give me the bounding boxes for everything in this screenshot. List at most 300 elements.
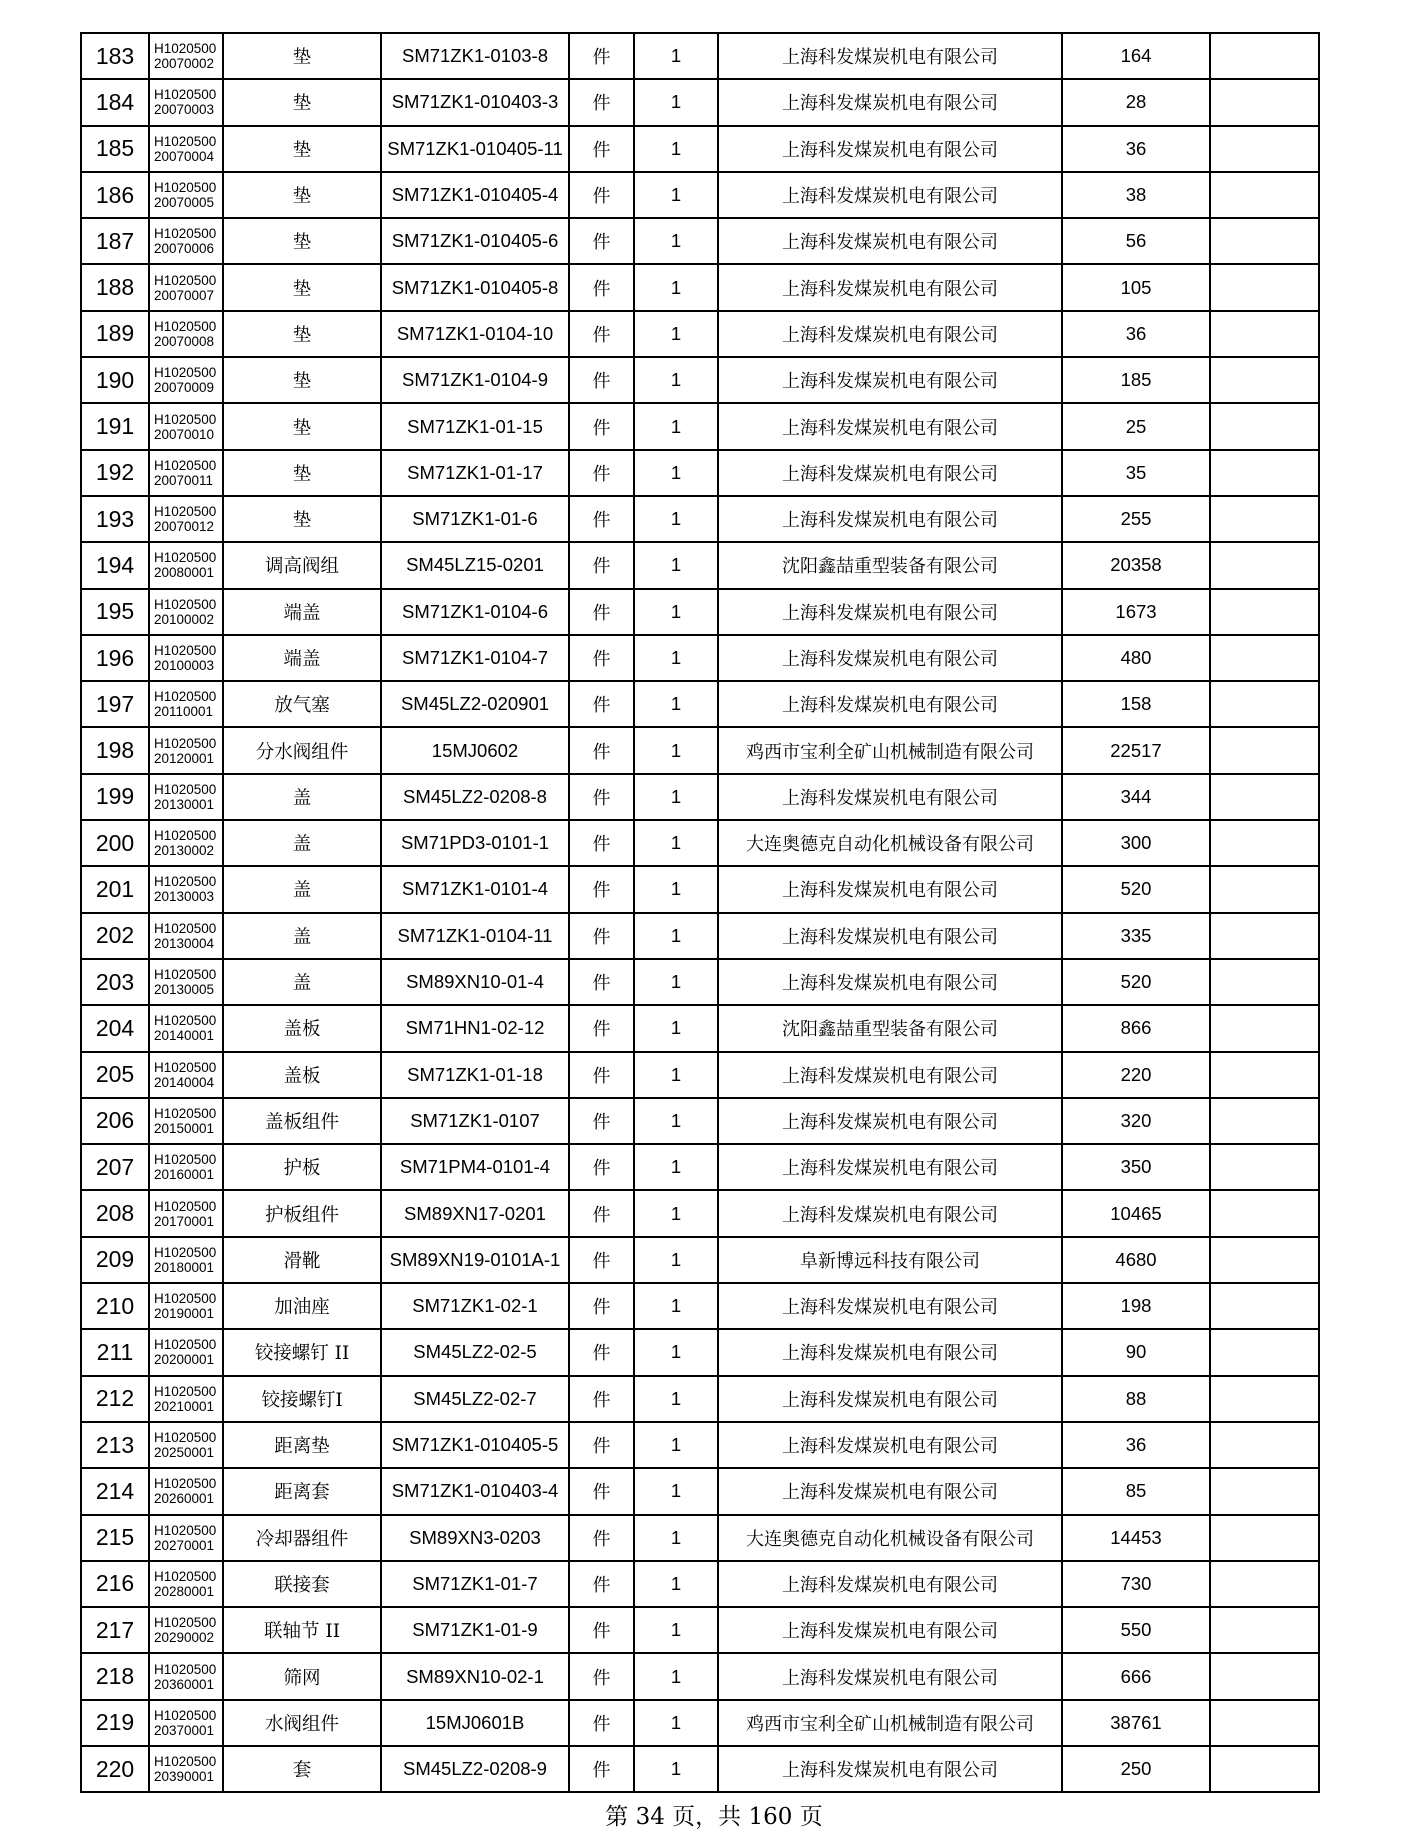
unit-cell: 件 <box>569 1098 634 1144</box>
model-number-cell: 15MJ0601B <box>381 1700 569 1746</box>
material-code-prefix: H1020500 <box>154 365 217 381</box>
material-code-prefix: H1020500 <box>154 411 217 427</box>
table-row <box>81 357 1319 403</box>
row-number-cell: 200 <box>81 820 149 866</box>
remark-cell <box>1210 1283 1319 1329</box>
material-code-prefix: H1020500 <box>154 457 217 473</box>
row-number-cell: 220 <box>81 1746 149 1792</box>
model-number-cell: SM71ZK1-02-1 <box>381 1283 569 1329</box>
remark-cell <box>1210 357 1319 403</box>
table-row <box>81 264 1319 310</box>
material-code-cell <box>149 1700 223 1746</box>
material-code-prefix: H1020500 <box>154 550 217 566</box>
material-code-cell <box>149 311 223 357</box>
table-row <box>81 1422 1319 1468</box>
material-code-suffix: 20280001 <box>154 1583 215 1599</box>
quantity-cell: 1 <box>634 1561 718 1607</box>
unit-price-cell: 480 <box>1062 635 1210 681</box>
table-row <box>81 1237 1319 1283</box>
material-code-suffix: 20190001 <box>154 1306 215 1322</box>
row-number-cell: 197 <box>81 681 149 727</box>
supplier-name-cell: 上海科发煤炭机电有限公司 <box>718 450 1062 496</box>
model-number-cell: SM71ZK1-010405-11 <box>381 126 569 172</box>
supplier-name-cell: 上海科发煤炭机电有限公司 <box>718 774 1062 820</box>
supplier-name-cell: 上海科发煤炭机电有限公司 <box>718 1098 1062 1144</box>
quantity-cell: 1 <box>634 1190 718 1236</box>
table-row <box>81 450 1319 496</box>
material-code-prefix: H1020500 <box>154 1568 217 1584</box>
model-number-cell: SM89XN10-01-4 <box>381 959 569 1005</box>
unit-cell: 件 <box>569 542 634 588</box>
table-row <box>81 1144 1319 1190</box>
material-code-suffix: 20130005 <box>154 982 215 998</box>
material-code-suffix: 20070009 <box>154 380 215 396</box>
unit-price-cell: 14453 <box>1062 1515 1210 1561</box>
unit-price-cell: 320 <box>1062 1098 1210 1144</box>
unit-cell: 件 <box>569 866 634 912</box>
material-code-cell <box>149 126 223 172</box>
supplier-name-cell: 大连奥德克自动化机械设备有限公司 <box>718 820 1062 866</box>
part-name-cell: 端盖 <box>223 635 381 681</box>
part-name-cell: 距离垫 <box>223 1422 381 1468</box>
material-code-suffix: 20120001 <box>154 750 215 766</box>
table-row <box>81 635 1319 681</box>
supplier-name-cell: 上海科发煤炭机电有限公司 <box>718 1607 1062 1653</box>
remark-cell <box>1210 1700 1319 1746</box>
material-code-prefix: H1020500 <box>154 1383 217 1399</box>
supplier-name-cell: 上海科发煤炭机电有限公司 <box>718 1561 1062 1607</box>
remark-cell <box>1210 311 1319 357</box>
table-row <box>81 218 1319 264</box>
model-number-cell: SM45LZ2-02-7 <box>381 1376 569 1422</box>
material-code-prefix: H1020500 <box>154 504 217 520</box>
material-code-cell <box>149 1005 223 1051</box>
part-name-cell: 端盖 <box>223 589 381 635</box>
row-number-cell: 186 <box>81 172 149 218</box>
table-row <box>81 913 1319 959</box>
table-row <box>81 866 1319 912</box>
supplier-name-cell: 沈阳鑫喆重型装备有限公司 <box>718 1005 1062 1051</box>
unit-price-cell: 220 <box>1062 1052 1210 1098</box>
supplier-name-cell: 上海科发煤炭机电有限公司 <box>718 1746 1062 1792</box>
material-code-cell <box>149 450 223 496</box>
table-row <box>81 1283 1319 1329</box>
supplier-name-cell: 上海科发煤炭机电有限公司 <box>718 1052 1062 1098</box>
quantity-cell: 1 <box>634 681 718 727</box>
row-number-cell: 195 <box>81 589 149 635</box>
unit-price-cell: 350 <box>1062 1144 1210 1190</box>
material-code-prefix: H1020500 <box>154 1198 217 1214</box>
unit-price-cell: 10465 <box>1062 1190 1210 1236</box>
material-code-prefix: H1020500 <box>154 1013 217 1029</box>
model-number-cell: SM71ZK1-0107 <box>381 1098 569 1144</box>
supplier-name-cell: 上海科发煤炭机电有限公司 <box>718 79 1062 125</box>
material-code-cell <box>149 774 223 820</box>
material-code-suffix: 20260001 <box>154 1491 215 1507</box>
material-code-prefix: H1020500 <box>154 87 217 103</box>
remark-cell <box>1210 1376 1319 1422</box>
material-code-cell <box>149 1607 223 1653</box>
table-row <box>81 1329 1319 1375</box>
part-name-cell: 滑靴 <box>223 1237 381 1283</box>
quantity-cell: 1 <box>634 1144 718 1190</box>
unit-price-cell: 158 <box>1062 681 1210 727</box>
supplier-name-cell: 上海科发煤炭机电有限公司 <box>718 1653 1062 1699</box>
unit-cell: 件 <box>569 589 634 635</box>
unit-price-cell: 22517 <box>1062 727 1210 773</box>
material-code-suffix: 20180001 <box>154 1259 215 1275</box>
unit-price-cell: 38761 <box>1062 1700 1210 1746</box>
material-code-suffix: 20250001 <box>154 1445 215 1461</box>
material-code-cell <box>149 913 223 959</box>
part-name-cell: 盖 <box>223 820 381 866</box>
supplier-name-cell: 上海科发煤炭机电有限公司 <box>718 1329 1062 1375</box>
quantity-cell: 1 <box>634 959 718 1005</box>
material-code-suffix: 20070004 <box>154 148 215 164</box>
quantity-cell: 1 <box>634 542 718 588</box>
material-code-cell <box>149 542 223 588</box>
part-name-cell: 水阀组件 <box>223 1700 381 1746</box>
row-number-cell: 190 <box>81 357 149 403</box>
table-row <box>81 311 1319 357</box>
row-number-cell: 185 <box>81 126 149 172</box>
unit-price-cell: 300 <box>1062 820 1210 866</box>
row-number-cell: 206 <box>81 1098 149 1144</box>
model-number-cell: SM71ZK1-0104-9 <box>381 357 569 403</box>
part-name-cell: 盖 <box>223 913 381 959</box>
material-code-cell <box>149 79 223 125</box>
part-name-cell: 护板 <box>223 1144 381 1190</box>
material-code-suffix: 20370001 <box>154 1722 215 1738</box>
material-code-cell <box>149 357 223 403</box>
material-code-cell <box>149 959 223 1005</box>
model-number-cell: SM45LZ15-0201 <box>381 542 569 588</box>
part-name-cell: 护板组件 <box>223 1190 381 1236</box>
part-name-cell: 垫 <box>223 33 381 79</box>
row-number-cell: 209 <box>81 1237 149 1283</box>
table-row <box>81 1468 1319 1514</box>
unit-cell: 件 <box>569 311 634 357</box>
part-name-cell: 垫 <box>223 79 381 125</box>
remark-cell <box>1210 1746 1319 1792</box>
quantity-cell: 1 <box>634 450 718 496</box>
part-name-cell: 分水阀组件 <box>223 727 381 773</box>
material-code-cell <box>149 1237 223 1283</box>
part-name-cell: 放气塞 <box>223 681 381 727</box>
remark-cell <box>1210 264 1319 310</box>
model-number-cell: SM71ZK1-0101-4 <box>381 866 569 912</box>
part-name-cell: 冷却器组件 <box>223 1515 381 1561</box>
row-number-cell: 213 <box>81 1422 149 1468</box>
material-code-prefix: H1020500 <box>154 1707 217 1723</box>
material-code-cell <box>149 635 223 681</box>
unit-cell: 件 <box>569 913 634 959</box>
quantity-cell: 1 <box>634 774 718 820</box>
table-row <box>81 1561 1319 1607</box>
row-number-cell: 201 <box>81 866 149 912</box>
part-name-cell: 垫 <box>223 218 381 264</box>
supplier-name-cell: 上海科发煤炭机电有限公司 <box>718 959 1062 1005</box>
supplier-name-cell: 鸡西市宝利全矿山机械制造有限公司 <box>718 727 1062 773</box>
supplier-name-cell: 上海科发煤炭机电有限公司 <box>718 589 1062 635</box>
material-code-prefix: H1020500 <box>154 874 217 890</box>
row-number-cell: 215 <box>81 1515 149 1561</box>
material-code-suffix: 20070005 <box>154 195 215 211</box>
supplier-name-cell: 上海科发煤炭机电有限公司 <box>718 1144 1062 1190</box>
part-name-cell: 套 <box>223 1746 381 1792</box>
quantity-cell: 1 <box>634 1700 718 1746</box>
supplier-name-cell: 上海科发煤炭机电有限公司 <box>718 866 1062 912</box>
part-name-cell: 垫 <box>223 126 381 172</box>
unit-cell: 件 <box>569 1144 634 1190</box>
quantity-cell: 1 <box>634 311 718 357</box>
unit-cell: 件 <box>569 1283 634 1329</box>
material-code-suffix: 20160001 <box>154 1167 215 1183</box>
model-number-cell: SM45LZ2-0208-9 <box>381 1746 569 1792</box>
unit-price-cell: 250 <box>1062 1746 1210 1792</box>
material-code-prefix: H1020500 <box>154 643 217 658</box>
remark-cell <box>1210 1190 1319 1236</box>
remark-cell <box>1210 33 1319 79</box>
table-row <box>81 496 1319 542</box>
remark-cell <box>1210 126 1319 172</box>
material-code-suffix: 20070007 <box>154 287 215 303</box>
material-code-suffix: 20360001 <box>154 1676 215 1692</box>
unit-cell: 件 <box>569 1468 634 1514</box>
unit-price-cell: 20358 <box>1062 542 1210 588</box>
table-row <box>81 820 1319 866</box>
unit-cell: 件 <box>569 357 634 403</box>
quantity-cell: 1 <box>634 1422 718 1468</box>
material-code-prefix: H1020500 <box>154 1105 217 1121</box>
material-code-cell <box>149 589 223 635</box>
material-code-suffix: 20170001 <box>154 1213 215 1229</box>
material-code-suffix: 20290002 <box>154 1630 215 1646</box>
material-code-prefix: H1020500 <box>154 781 217 797</box>
table-row <box>81 1607 1319 1653</box>
table-row <box>81 542 1319 588</box>
table-row <box>81 172 1319 218</box>
remark-cell <box>1210 959 1319 1005</box>
quantity-cell: 1 <box>634 1329 718 1375</box>
supplier-name-cell: 上海科发煤炭机电有限公司 <box>718 264 1062 310</box>
model-number-cell: SM71ZK1-0104-6 <box>381 589 569 635</box>
table-row <box>81 33 1319 79</box>
material-code-cell <box>149 727 223 773</box>
material-code-cell <box>149 33 223 79</box>
unit-price-cell: 255 <box>1062 496 1210 542</box>
quantity-cell: 1 <box>634 1607 718 1653</box>
material-code-suffix: 20070006 <box>154 241 215 257</box>
unit-price-cell: 56 <box>1062 218 1210 264</box>
row-number-cell: 203 <box>81 959 149 1005</box>
material-code-suffix: 20150001 <box>154 1120 215 1136</box>
material-code-cell <box>149 681 223 727</box>
material-code-cell <box>149 1190 223 1236</box>
material-code-prefix: H1020500 <box>154 1152 217 1168</box>
material-code-suffix: 20390001 <box>154 1769 215 1785</box>
supplier-name-cell: 大连奥德克自动化机械设备有限公司 <box>718 1515 1062 1561</box>
row-number-cell: 191 <box>81 403 149 449</box>
remark-cell <box>1210 589 1319 635</box>
supplier-name-cell: 上海科发煤炭机电有限公司 <box>718 218 1062 264</box>
model-number-cell: SM71ZK1-0104-10 <box>381 311 569 357</box>
material-code-prefix: H1020500 <box>154 1661 217 1677</box>
model-number-cell: SM71PM4-0101-4 <box>381 1144 569 1190</box>
material-code-prefix: H1020500 <box>154 689 217 705</box>
unit-cell: 件 <box>569 635 634 681</box>
material-code-cell <box>149 1376 223 1422</box>
model-number-cell: SM71ZK1-01-9 <box>381 1607 569 1653</box>
table-row <box>81 1700 1319 1746</box>
row-number-cell: 189 <box>81 311 149 357</box>
unit-cell: 件 <box>569 450 634 496</box>
model-number-cell: SM71ZK1-010403-4 <box>381 1468 569 1514</box>
unit-price-cell: 185 <box>1062 357 1210 403</box>
model-number-cell: SM71PD3-0101-1 <box>381 820 569 866</box>
part-name-cell: 联轴节 II <box>223 1607 381 1653</box>
model-number-cell: SM45LZ2-0208-8 <box>381 774 569 820</box>
unit-cell: 件 <box>569 1561 634 1607</box>
material-code-cell <box>149 866 223 912</box>
quantity-cell: 1 <box>634 1283 718 1329</box>
model-number-cell: SM45LZ2-02-5 <box>381 1329 569 1375</box>
material-code-suffix: 20070011 <box>154 472 214 488</box>
row-number-cell: 184 <box>81 79 149 125</box>
material-code-prefix: H1020500 <box>154 41 217 57</box>
table-row <box>81 1098 1319 1144</box>
row-number-cell: 210 <box>81 1283 149 1329</box>
unit-cell: 件 <box>569 1653 634 1699</box>
material-code-suffix: 20130001 <box>154 796 215 812</box>
supplier-name-cell: 上海科发煤炭机电有限公司 <box>718 681 1062 727</box>
remark-cell <box>1210 1422 1319 1468</box>
quantity-cell: 1 <box>634 357 718 403</box>
unit-cell: 件 <box>569 126 634 172</box>
unit-price-cell: 164 <box>1062 33 1210 79</box>
unit-cell: 件 <box>569 959 634 1005</box>
material-code-suffix: 20140004 <box>154 1074 215 1090</box>
unit-price-cell: 866 <box>1062 1005 1210 1051</box>
remark-cell <box>1210 1329 1319 1375</box>
material-code-suffix: 20270001 <box>154 1537 215 1553</box>
material-code-prefix: H1020500 <box>154 1615 217 1631</box>
table-row <box>81 681 1319 727</box>
remark-cell <box>1210 681 1319 727</box>
material-code-cell <box>149 218 223 264</box>
part-name-cell: 联接套 <box>223 1561 381 1607</box>
material-code-suffix: 20100003 <box>154 658 215 673</box>
table-row <box>81 79 1319 125</box>
part-name-cell: 铰接螺钉I <box>223 1376 381 1422</box>
material-code-cell <box>149 1746 223 1792</box>
part-name-cell: 调高阀组 <box>223 542 381 588</box>
table-row <box>81 727 1319 773</box>
unit-cell: 件 <box>569 1607 634 1653</box>
material-code-suffix: 20130004 <box>154 935 215 951</box>
row-number-cell: 214 <box>81 1468 149 1514</box>
table-row <box>81 1376 1319 1422</box>
model-number-cell: 15MJ0602 <box>381 727 569 773</box>
model-number-cell: SM71ZK1-01-17 <box>381 450 569 496</box>
remark-cell <box>1210 774 1319 820</box>
unit-cell: 件 <box>569 1422 634 1468</box>
unit-price-cell: 36 <box>1062 126 1210 172</box>
remark-cell <box>1210 1561 1319 1607</box>
supplier-name-cell: 上海科发煤炭机电有限公司 <box>718 1283 1062 1329</box>
quantity-cell: 1 <box>634 403 718 449</box>
material-code-cell <box>149 1515 223 1561</box>
unit-cell: 件 <box>569 1190 634 1236</box>
part-name-cell: 盖 <box>223 959 381 1005</box>
part-name-cell: 垫 <box>223 450 381 496</box>
material-code-suffix: 20210001 <box>154 1398 215 1414</box>
unit-price-cell: 105 <box>1062 264 1210 310</box>
material-code-suffix: 20200001 <box>154 1352 215 1368</box>
table-row <box>81 589 1319 635</box>
part-name-cell: 盖板组件 <box>223 1098 381 1144</box>
model-number-cell: SM71ZK1-01-6 <box>381 496 569 542</box>
quantity-cell: 1 <box>634 1653 718 1699</box>
supplier-name-cell: 上海科发煤炭机电有限公司 <box>718 635 1062 681</box>
remark-cell <box>1210 1005 1319 1051</box>
supplier-name-cell: 上海科发煤炭机电有限公司 <box>718 913 1062 959</box>
material-code-prefix: H1020500 <box>154 180 217 196</box>
remark-cell <box>1210 1515 1319 1561</box>
material-code-suffix: 20130003 <box>154 889 215 905</box>
part-name-cell: 铰接螺钉 II <box>223 1329 381 1375</box>
remark-cell <box>1210 542 1319 588</box>
unit-cell: 件 <box>569 681 634 727</box>
unit-cell: 件 <box>569 33 634 79</box>
material-code-prefix: H1020500 <box>154 1059 217 1075</box>
row-number-cell: 219 <box>81 1700 149 1746</box>
material-code-suffix: 20100002 <box>154 611 215 627</box>
unit-cell: 件 <box>569 1376 634 1422</box>
model-number-cell: SM71HN1-02-12 <box>381 1005 569 1051</box>
unit-price-cell: 520 <box>1062 959 1210 1005</box>
material-code-prefix: H1020500 <box>154 1476 217 1492</box>
unit-price-cell: 85 <box>1062 1468 1210 1514</box>
part-name-cell: 垫 <box>223 311 381 357</box>
remark-cell <box>1210 403 1319 449</box>
part-name-cell: 垫 <box>223 357 381 403</box>
model-number-cell: SM71ZK1-010405-6 <box>381 218 569 264</box>
table-row <box>81 126 1319 172</box>
unit-price-cell: 666 <box>1062 1653 1210 1699</box>
row-number-cell: 218 <box>81 1653 149 1699</box>
model-number-cell: SM89XN10-02-1 <box>381 1653 569 1699</box>
unit-price-cell: 90 <box>1062 1329 1210 1375</box>
table-row <box>81 1653 1319 1699</box>
material-code-prefix: H1020500 <box>154 828 217 844</box>
unit-price-cell: 25 <box>1062 403 1210 449</box>
table-row <box>81 1746 1319 1792</box>
unit-cell: 件 <box>569 496 634 542</box>
table-row <box>81 1005 1319 1051</box>
unit-price-cell: 198 <box>1062 1283 1210 1329</box>
quantity-cell: 1 <box>634 589 718 635</box>
model-number-cell: SM45LZ2-020901 <box>381 681 569 727</box>
table-row <box>81 1190 1319 1236</box>
part-name-cell: 距离套 <box>223 1468 381 1514</box>
row-number-cell: 188 <box>81 264 149 310</box>
remark-cell <box>1210 218 1319 264</box>
quantity-cell: 1 <box>634 1746 718 1792</box>
table-row <box>81 1052 1319 1098</box>
quantity-cell: 1 <box>634 635 718 681</box>
unit-cell: 件 <box>569 1746 634 1792</box>
